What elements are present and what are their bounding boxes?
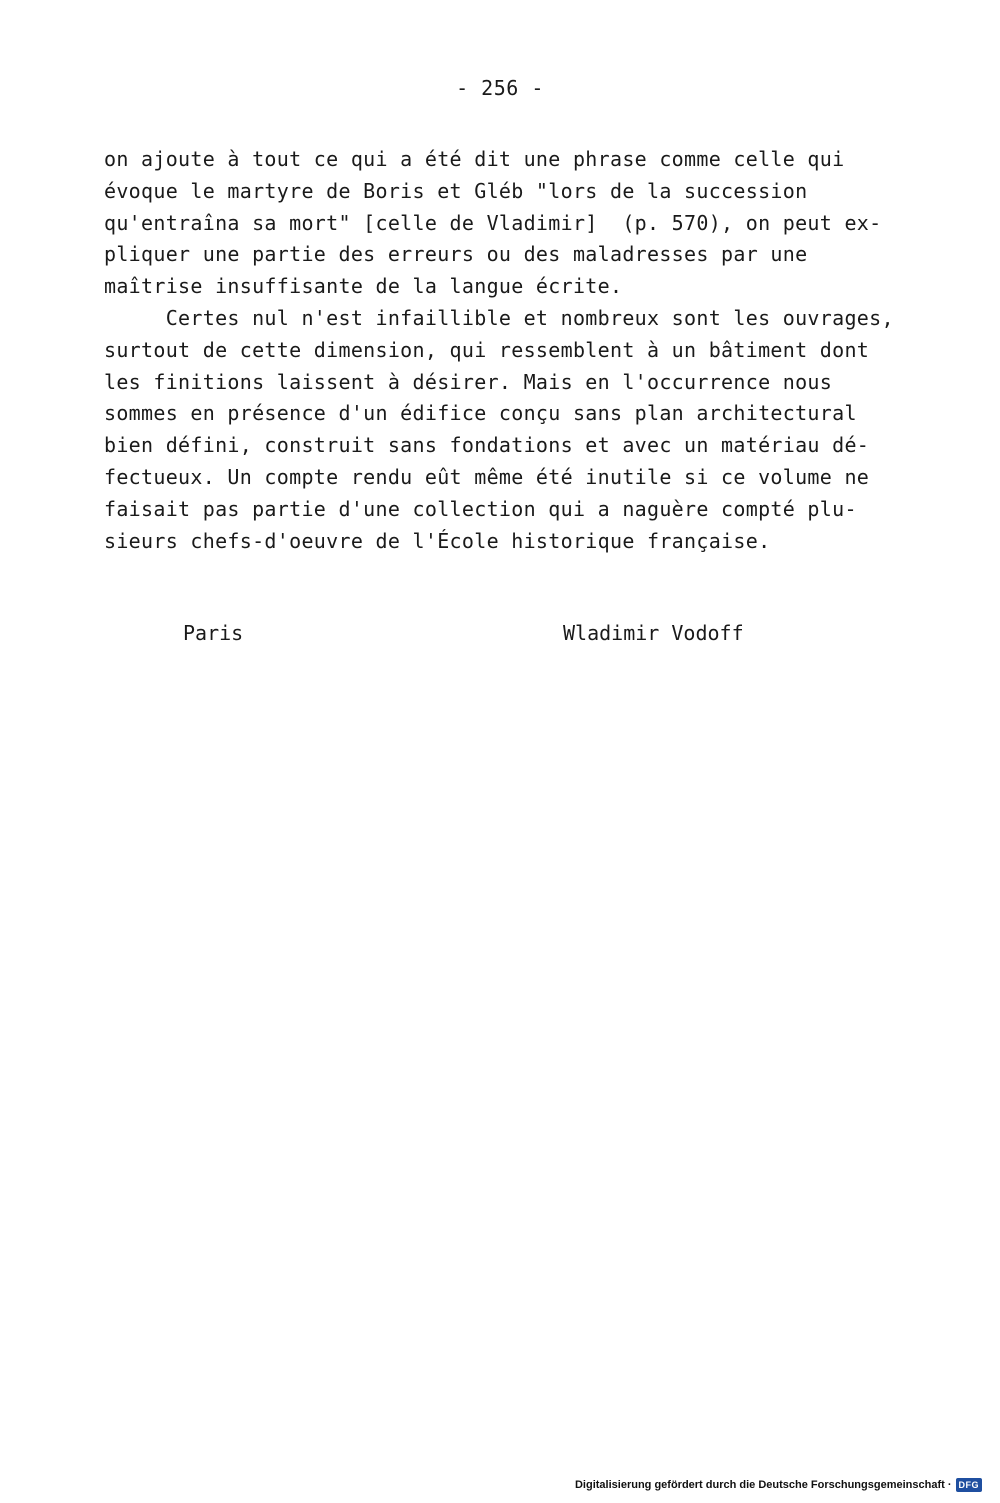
text-line: évoque le martyre de Boris et Gléb "lors de la succession [104, 178, 808, 203]
text-line: surtout de cette dimension, qui ressemblent à un bâtiment dont [104, 337, 870, 362]
body-text [104, 144, 904, 557]
text-line: pliquer une partie des erreurs ou des maladresses par une [104, 242, 808, 267]
signature-place: Paris [183, 621, 244, 645]
text-line: bien défini, construit sans fondations et avec un matériau dé- [104, 433, 870, 458]
text-line: faisait pas partie d'une collection qui a naguère compté plu- [104, 496, 857, 521]
text-line: qu'entraîna sa mort" [celle de Vladimir] (p. 570), on peut ex- [104, 210, 882, 235]
text-line: fectueux. Un compte rendu eût même été inutile si ce volume ne [104, 464, 870, 489]
text-line: sommes en présence d'un édifice conçu sans plan architectural [104, 401, 857, 426]
text-line: maîtrise insuffisante de la langue écrite. [104, 274, 623, 299]
text-line: on ajoute à tout ce qui a été dit une phrase comme celle qui [104, 147, 845, 171]
text-line: les finitions laissent à désirer. Mais en l'occurrence nous [104, 369, 833, 394]
signature-author: Wladimir Vodoff [563, 621, 744, 645]
page-number: - 256 - [456, 76, 544, 100]
text-line: Certes nul n'est infaillible et nombreux sont les ouvrages, [104, 305, 894, 330]
footer-text: Digitalisierung gefördert durch die Deutsche Forschungsgemeinschaft · [574, 1479, 952, 1491]
dfg-logo-icon: DFG [956, 1478, 983, 1492]
digitization-footer [575, 1478, 982, 1492]
text-line: sieurs chefs-d'oeuvre de l'École historique française. [104, 528, 771, 553]
